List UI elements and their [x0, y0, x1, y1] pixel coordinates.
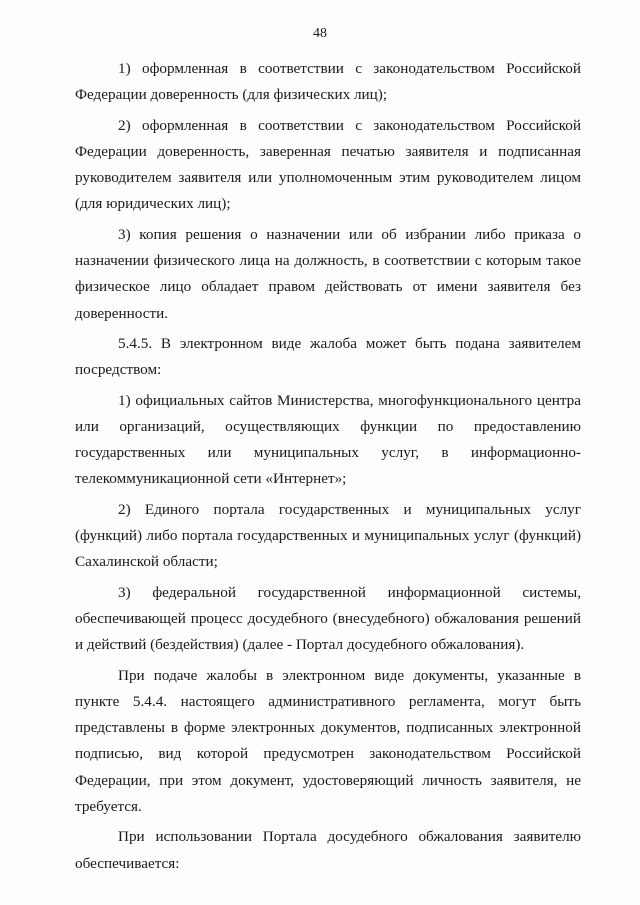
paragraph-item-2-portal: 2) Единого портала государственных и муниципальных услуг (функций) либо портала государственных и муниципальных услуг (функций) Сахалинской области;: [75, 500, 581, 571]
paragraph-item-3-federal-system: 3) федеральной государственной информационной системы, обеспечивающей процесс досудебного (внесудебного) обжалования решений и действий (бездействия) (далее - Портал досудебного обжалования).: [75, 583, 581, 654]
paragraph-item-1-websites: 1) официальных сайтов Министерства, многофункционального центра или организаций, осуществляющих функции по предоставлению государственных или муниципальных услуг, в информационно-телекоммуникационной сети «Интернет»;: [75, 391, 581, 488]
paragraph-portal-usage: При использовании Портала досудебного обжалования заявителю обеспечивается:: [75, 828, 581, 872]
document-body: [75, 56, 581, 877]
page-number: 48: [313, 26, 327, 41]
paragraph-item-2: 2) оформленная в соответствии с законодательством Российской Федерации доверенность, заверенная печатью заявителя и подписанная руководителем заявителя или уполномоченным этим руководителем лицом (для юридических лиц);: [75, 116, 581, 213]
paragraph-item-3: 3) копия решения о назначении или об избрании либо приказа о назначении физического лица на должность, в соответствии с которым такое физическое лицо обладает правом действовать от имени заявителя без доверенности.: [75, 225, 581, 322]
paragraph-section-5-4-5: 5.4.5. В электронном виде жалоба может быть подана заявителем посредством:: [75, 334, 581, 379]
paragraph-item-1: 1) оформленная в соответствии с законодательством Российской Федерации доверенность (для физических лиц);: [75, 60, 581, 104]
paragraph-electronic-filing: При подаче жалобы в электронном виде документы, указанные в пункте 5.4.4. настоящего административного регламента, могут быть представлены в форме электронных документов, подписанных электронной подписью, вид которой предусмотрен законодательством Российской Федерации, при этом документ, удостоверяющий личность заявителя, не требуется.: [75, 666, 581, 816]
